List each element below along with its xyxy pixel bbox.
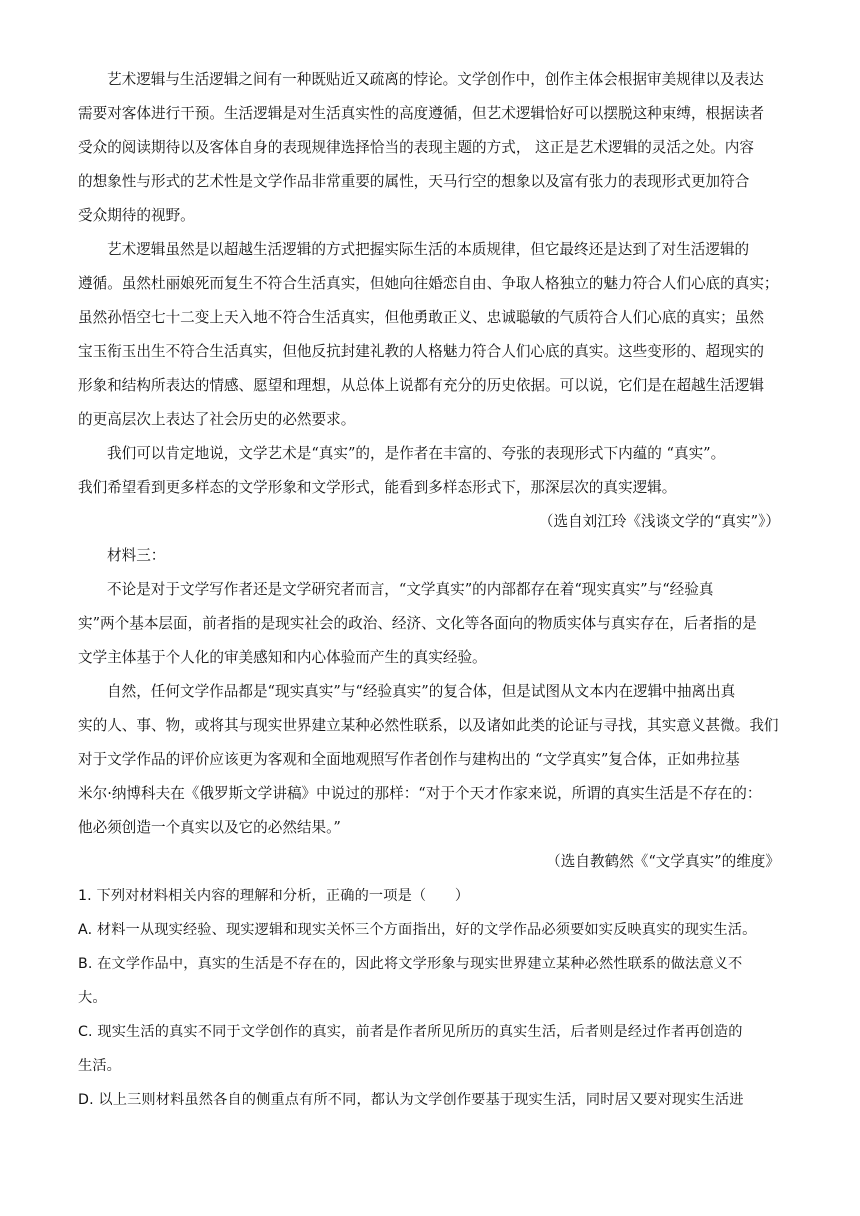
para1-line-2: 需要对客体进行干预。生活逻辑是对生活真实性的高度遵循，但艺术逻辑恰好可以摆脱这种束缚，根据读者: [78, 105, 764, 122]
para5-line-5: 他必须创造一个真实以及它的必然结果。”: [78, 819, 341, 836]
para5-line-3: 对于文学作品的评价应该更为客观和全面地观照写作者创作与建构出的 “文学真实”复合体，正如弗拉基: [78, 751, 740, 768]
para2-line-6: 的更高层次上表达了社会历史的必然要求。: [78, 411, 356, 428]
para5-line-4: 米尔·纳博科夫在《俄罗斯文学讲稿》中说过的那样：“对于个天才作家来说，所谓的真实生活是不存在的：: [78, 785, 762, 802]
question-1-option-d-line-1: D. 以上三则材料虽然各自的侧重点有所不同，都认为文学创作要基于现实生活，同时居又要对现实生活进: [78, 1092, 744, 1108]
para2-line-2: 遵循。虽然杜丽娘死而复生不符合生活真实，但她向往婚恋自由、争取人格独立的魅力符合人们心底的真实；: [78, 275, 779, 292]
para2-line-3: 虽然孙悟空七十二变上天入地不符合生活真实，但他勇敢正义、忠诚聪敏的气质符合人们心底的真实；虽然: [78, 309, 764, 326]
para2-line-1: 艺术逻辑虽然是以超越生活逻辑的方式把握实际生活的本质规律，但它最终还是达到了对生活逻辑的: [107, 241, 750, 258]
question-1-option-c-line-2: 生活。: [78, 1058, 122, 1074]
para3-line-1: 我们可以肯定地说，文学艺术是“真实”的，是作者在丰富的、夸张的表现形式下内蕴的 “真实”。: [107, 445, 726, 462]
material3-heading: 材料三：: [107, 547, 166, 564]
para3-line-2: 我们希望看到更多样态的文学形象和文学形式，能看到多样态形式下，那深层次的真实逻辑。: [78, 479, 677, 496]
question-1-option-b-line-2: 大。: [78, 990, 107, 1006]
question-1-option-b-line-1: B. 在文学作品中，真实的生活是不存在的，因此将文学形象与现实世界建立某种必然性联系的做法意义不: [78, 956, 743, 972]
para1-line-5: 受众期待的视野。: [78, 207, 195, 224]
para2-line-4: 宝玉衔玉出生不符合生活真实，但他反抗封建礼教的人格魅力符合人们心底的真实。这些变形的、超现实的: [78, 343, 764, 360]
para2-line-5: 形象和结构所表达的情感、愿望和理想，从总体上说都有充分的历史依据。可以说，它们是在超越生活逻辑: [78, 377, 764, 394]
question-1-stem: 1. 下列对材料相关内容的理解和分析，正确的一项是（ ）: [78, 888, 470, 904]
para4-line-2: 实”两个基本层面，前者指的是现实社会的政治、经济、文化等各面向的物质实体与真实存在，后者指的是: [78, 615, 757, 632]
para1-line-4: 的想象性与形式的艺术性是文学作品非常重要的属性，天马行空的想象以及富有张力的表现形式更加符合: [78, 173, 750, 190]
question-1-option-c-line-1: C. 现实生活的真实不同于文学创作的真实，前者是作者所见所历的真实生活，后者则是经过作者再创造的: [78, 1024, 743, 1040]
source-attribution-2: （选自刘江玲《浅谈文学的“真实”》）: [538, 513, 780, 530]
source-attribution-3: （选自教鹤然《“文学真实”的维度》: [546, 853, 780, 870]
para4-line-1: 不论是对于文学写作者还是文学研究者而言，“文学真实”的内部都存在着“现实真实”与“经验真: [107, 581, 714, 598]
question-1-option-a: A. 材料一从现实经验、现实逻辑和现实关怀三个方面指出，好的文学作品必须要如实反映真实的现实生活。: [78, 922, 757, 938]
para5-line-2: 实的人、事、物，或将其与现实世界建立某种必然性联系，以及诸如此类的论证与寻找，其实意义甚微。我们: [78, 717, 779, 734]
para4-line-3: 文学主体基于个人化的审美感知和内心体验而产生的真实经验。: [78, 649, 487, 666]
para1-line-3: 受众的阅读期待以及客体自身的表现规律选择恰当的表现主题的方式， 这正是艺术逻辑的灵活之处。内容: [78, 139, 754, 156]
para5-line-1: 自然，任何文学作品都是“现实真实”与“经验真实”的复合体，但是试图从文本内在逻辑中抽离出真: [107, 683, 736, 700]
para1-line-1: 艺术逻辑与生活逻辑之间有一种既贴近又疏离的悖论。文学创作中，创作主体会根据审美规律以及表达: [107, 71, 764, 88]
